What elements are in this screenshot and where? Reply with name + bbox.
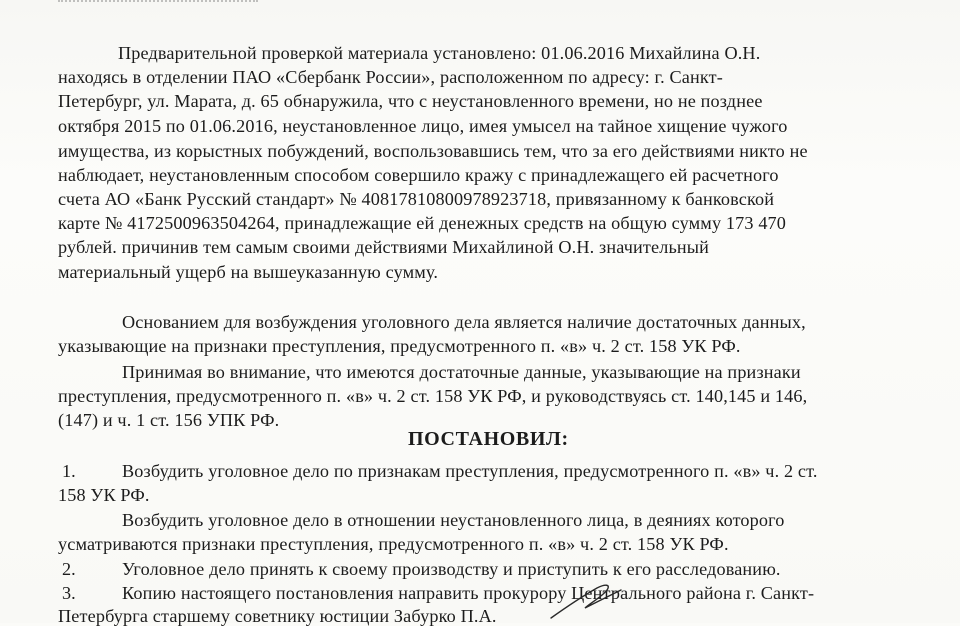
para1-line-10: материальный ущерб на вышеуказанную сумму. (58, 262, 439, 282)
para1-line-6: наблюдает, неустановленным способом совершило кражу с принадлежащего ей расчетного (58, 165, 779, 185)
item-1-line-2: 158 УК РФ. (58, 485, 150, 505)
para1-line-8: карте № 4172500963504264, принадлежащие ей денежных средств на общую сумму 173 470 (58, 213, 787, 233)
item-1-sub-line-1: Возбудить уголовное дело в отношении неустановленного лица, в деяниях которого (122, 510, 785, 530)
para1-line-2: находясь в отделении ПАО «Сбербанк России», расположенном по адресу: г. Санкт- (58, 67, 723, 87)
para2-line-1: Основанием для возбуждения уголовного дела является наличие достаточных данных, (122, 312, 806, 332)
item-1-line-1: Возбудить уголовное дело по признакам преступления, предусмотренного п. «в» ч. 2 ст. (122, 461, 818, 481)
para3-line-3: (147) и ч. 1 ст. 156 УПК РФ. (58, 410, 280, 430)
resolution-heading: ПОСТАНОВИЛ: (408, 428, 569, 450)
item-2-text: Уголовное дело принять к своему производству и приступить к его расследованию. (122, 559, 781, 579)
para1-line-9: рублей. причинив тем самым своими действиями Михайлиной О.Н. значительный (58, 237, 710, 257)
para1-line-7: счета АО «Банк Русский стандарт» № 40817810800978923718, привязанному к банковской (58, 189, 775, 209)
para3-line-1: Принимая во внимание, что имеются достаточные данные, указывающие на признаки (122, 362, 801, 382)
item-2-number: 2. (62, 559, 76, 579)
para1-line-5: имущества, из корыстных побуждений, воспользовавшись тем, что за его действиями никто не (58, 141, 808, 161)
para1-line-1: Предварительной проверкой материала установлено: 01.06.2016 Михайлина О.Н. (118, 43, 761, 63)
para2-line-2: указывающие на признаки преступления, предусмотренного п. «в» ч. 2 ст. 158 УК РФ. (58, 336, 741, 356)
item-3-line-1: Копию настоящего постановления направить прокурору Центрального района г. Санкт- (122, 583, 815, 603)
para3-line-2: преступления, предусмотренного п. «в» ч. 2 ст. 158 УК РФ, и руководствуясь ст. 140,145 и 146, (58, 386, 808, 406)
para1-line-4: октября 2015 по 01.06.2016, неустановленное лицо, имея умысел на тайное хищение чужого (58, 116, 788, 136)
para1-line-3: Петербург, ул. Марата, д. 65 обнаружила, что с неустановленного времени, но не позднее (58, 91, 763, 111)
item-1-sub-line-2: усматриваются признаки преступления, предусмотренного п. «в» ч. 2 ст. 158 УК РФ. (58, 534, 729, 554)
item-3-line-2: Петербурга старшему советнику юстиции Забурко П.А. (58, 606, 497, 626)
item-1-number: 1. (62, 461, 76, 481)
top-edge-mark (58, 0, 258, 6)
signature-stroke (545, 578, 625, 623)
item-3-number: 3. (62, 583, 76, 603)
